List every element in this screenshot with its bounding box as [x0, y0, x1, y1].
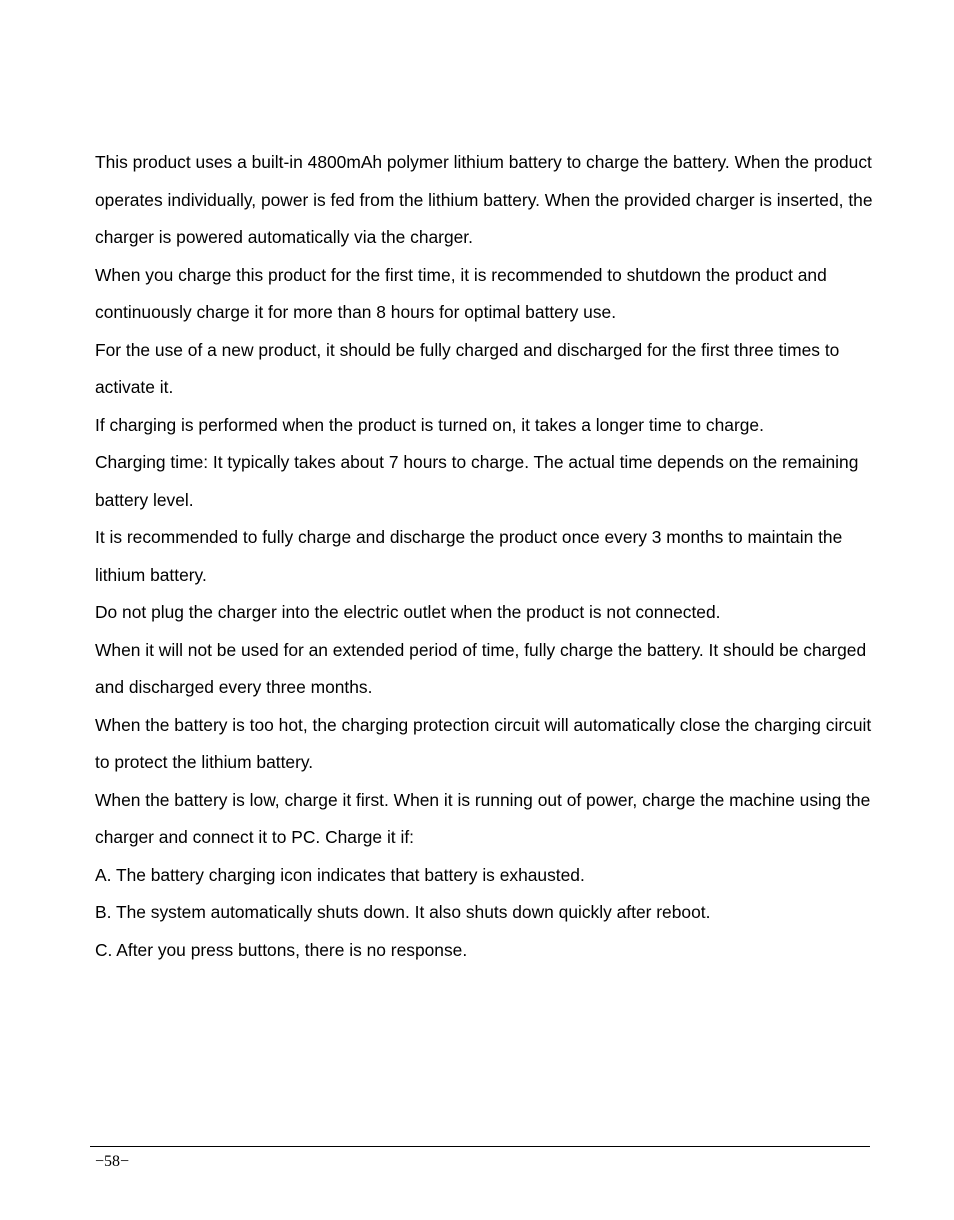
page-number: −58−	[95, 1153, 130, 1170]
paragraph-charging-time: Charging time: It typically takes about 7 hours to charge. The actual time depends on the remaining battery level.	[95, 452, 859, 510]
list-item-b: B. The system automatically shuts down. It also shuts down quickly after reboot.	[95, 902, 711, 922]
paragraph-overheat: When the battery is too hot, the charging protection circuit will automatically close the charging circuit to protect the lithium battery.	[95, 714, 872, 772]
paragraph-first-charge: When you charge this product for the first time, it is recommended to shutdown the product and continuously charge it for more than 8 hours for optimal battery use.	[95, 264, 827, 322]
paragraph-charge-while-on: If charging is performed when the product is turned on, it takes a longer time to charge.	[95, 414, 764, 435]
paragraph-activation: For the use of a new product, it should be fully charged and discharged for the first three times to activate it.	[95, 339, 840, 397]
document-body	[95, 144, 875, 969]
list-item-c: C. After you press buttons, there is no response.	[95, 939, 468, 960]
paragraph-maintenance: It is recommended to fully charge and discharge the product once every 3 months to maintain the lithium battery.	[95, 527, 843, 585]
paragraph-low-battery: When the battery is low, charge it first. When it is running out of power, charge the machine using the charger and connect it to PC. Charge it if:	[95, 789, 871, 847]
paragraph-battery-intro: This product uses a built-in 4800mAh polymer lithium battery to charge the battery. When the product operates individually, power is fed from the lithium battery. When the provided charger is inserted, the charger is powered automatically via the charger.	[95, 152, 873, 247]
paragraph-outlet-warning: Do not plug the charger into the electric outlet when the product is not connected.	[95, 602, 721, 622]
footer-divider	[90, 1146, 870, 1147]
paragraph-storage: When it will not be used for an extended period of time, fully charge the battery. It should be charged and discharged every three months.	[95, 639, 867, 697]
list-item-a: A. The battery charging icon indicates that battery is exhausted.	[95, 864, 585, 885]
